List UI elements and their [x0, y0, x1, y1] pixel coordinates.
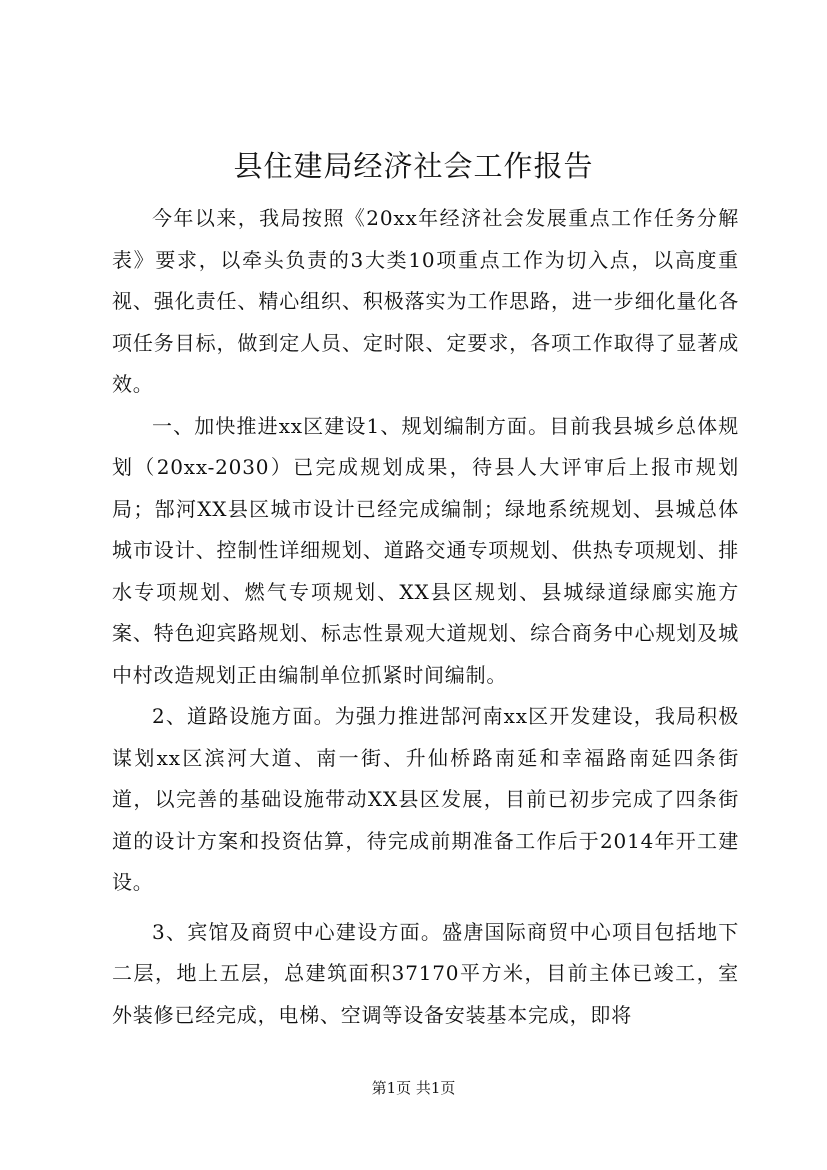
document-body [112, 198, 739, 1036]
paragraph-planning: 一、加快推进xx区建设1、规划编制方面。目前我县城乡总体规划（20xx-2030）已完成规划成果，待县人大评审后上报市规划局；郜河XX县区城市设计已经完成编制；绿地系统规划、县城总体城市设计、控制性详细规划、道路交通专项规划、供热专项规划、排水专项规划、燃气专项规划、XX县区规划、县城绿道绿廊实施方案、特色迎宾路规划、标志性景观大道规划、综合商务中心规划及城中村改造规划正由编制单位抓紧时间编制。 [112, 413, 739, 687]
paragraph-roads: 2、道路设施方面。为强力推进郜河南xx区开发建设，我局积极谋划xx区滨河大道、南一街、升仙桥路南延和幸福路南延四条街道，以完善的基础设施带动XX县区发展，目前已初步完成了四条街道的设计方案和投资估算，待完成前期准备工作后于2014年开工建设。 [112, 704, 739, 894]
paragraph-intro: 今年以来，我局按照《20xx年经济社会发展重点工作任务分解表》要求，以牵头负责的3大类10项重点工作为切入点，以高度重视、强化责任、精心组织、积极落实为工作思路，进一步细化量化各项任务目标，做到定人员、定时限、定要求，各项工作取得了显著成效。 [112, 206, 739, 396]
paragraph-hotel-commerce: 3、宾馆及商贸中心建设方面。盛唐国际商贸中心项目包括地下二层，地上五层，总建筑面积37170平方米，目前主体已竣工，室外装修已经完成，电梯、空调等设备安装基本完成，即将 [112, 919, 739, 1027]
document-title: 县住建局经济社会工作报告 [233, 149, 594, 183]
page-footer: 第1页 共1页 [371, 1079, 456, 1097]
